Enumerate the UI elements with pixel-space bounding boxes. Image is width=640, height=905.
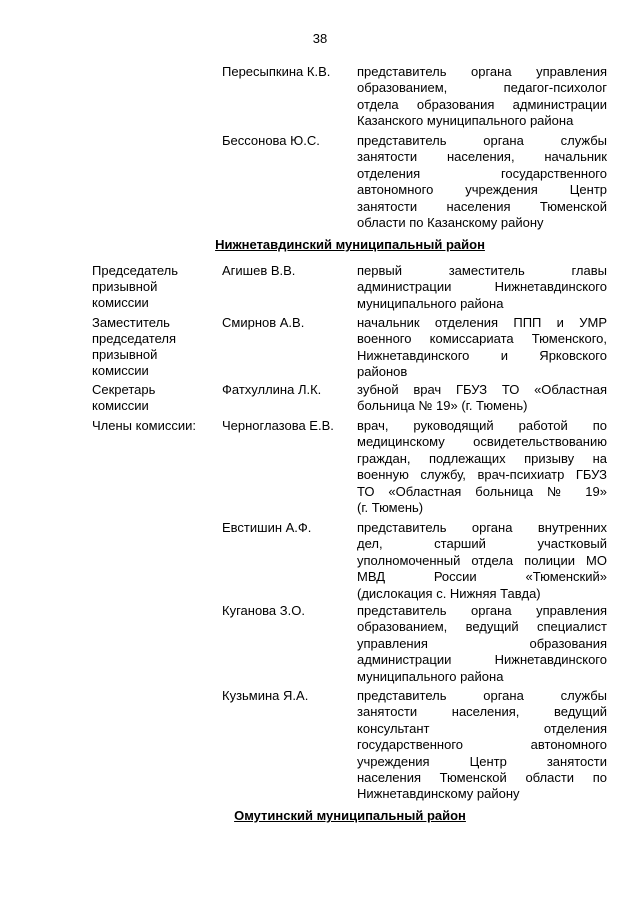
description-line: администрации Нижнетавдинского: [357, 652, 607, 668]
role-line: Председатель: [92, 263, 179, 278]
role-line: комиссии: [92, 398, 149, 413]
position-description: [357, 382, 607, 415]
description-line: дел, старший участковый: [357, 536, 607, 552]
person-name: Кузьмина Я.А.: [222, 688, 309, 703]
description-line: отделения государственного: [357, 165, 607, 181]
description-line: врач, руководящий работой по: [357, 418, 607, 433]
description-line: представитель органа внутренних: [357, 520, 607, 535]
description-line: районов: [357, 364, 408, 380]
description-line: муниципального района: [357, 295, 504, 311]
description-line: населения Тюменской области по: [357, 770, 607, 786]
description-line: граждан, подлежащих призыву на: [357, 450, 607, 466]
description-line: занятости населения, ведущий: [357, 704, 607, 720]
position-description: [357, 418, 607, 516]
description-line: уполномоченный отдела полиции МО: [357, 552, 607, 568]
description-line: образованием, ведущий специалист: [357, 619, 607, 635]
role-line: комиссии: [92, 295, 149, 310]
description-line: зубной врач ГБУЗ ТО «Областная: [357, 382, 607, 397]
description-line: занятости населения Тюменской: [357, 198, 607, 214]
person-name: Куганова З.О.: [222, 603, 305, 618]
description-line: государственного автономного: [357, 737, 607, 753]
description-line: представитель органа управления: [357, 64, 607, 79]
description-line: управления образования: [357, 635, 607, 651]
person-name: Бессонова Ю.С.: [222, 133, 320, 148]
description-line: представитель органа управления: [357, 603, 607, 618]
description-line: представитель органа службы: [357, 688, 607, 703]
description-line: учреждения Центр занятости: [357, 753, 607, 769]
position-description: [357, 263, 607, 312]
description-line: администрации Нижнетавдинского: [357, 279, 607, 295]
role-line: комиссии: [92, 363, 149, 378]
description-line: (дислокация с. Нижняя Тавда): [357, 585, 541, 601]
commission-role: [92, 382, 218, 414]
position-description: [357, 133, 607, 231]
position-description: [357, 64, 607, 130]
description-line: автономного учреждения Центр: [357, 182, 607, 198]
person-name: Черноглазова Е.В.: [222, 418, 334, 433]
position-description: [357, 603, 607, 685]
person-name: Евстишин А.Ф.: [222, 520, 312, 535]
description-line: военного комиссариата Тюменского,: [357, 331, 607, 347]
position-description: [357, 688, 607, 803]
description-line: военную службу, врач-психиатр ГБУЗ: [357, 467, 607, 483]
description-line: (г. Тюмень): [357, 500, 424, 516]
description-line: Нижнетавдинского и Ярковского: [357, 347, 607, 363]
commission-role: [92, 263, 218, 311]
person-name: Фатхуллина Л.К.: [222, 382, 322, 397]
description-line: МВД России «Тюменский»: [357, 569, 607, 585]
role-line: призывной: [92, 347, 158, 362]
description-line: занятости населения, начальник: [357, 149, 607, 165]
role-line: Заместитель: [92, 315, 170, 330]
person-name: Пересыпкина К.В.: [222, 64, 331, 79]
description-line: муниципального района: [357, 668, 504, 684]
role-line: Члены комиссии:: [92, 418, 197, 433]
position-description: [357, 315, 607, 381]
description-line: консультант отделения: [357, 720, 607, 736]
section-title: Омутинский муниципальный район: [234, 808, 466, 823]
person-name: Агишев В.В.: [222, 263, 296, 278]
description-line: отдела образования администрации: [357, 96, 607, 112]
description-line: ТО «Областная больница № 19»: [357, 483, 607, 499]
description-line: первый заместитель главы: [357, 263, 607, 278]
description-line: представитель органа службы: [357, 133, 607, 148]
role-line: председателя: [92, 331, 177, 346]
description-line: Казанского муниципального района: [357, 113, 574, 129]
commission-role: [92, 315, 218, 379]
description-line: медицинскому освидетельствованию: [357, 434, 607, 450]
page-number: 38: [312, 31, 328, 46]
description-line: больница № 19» (г. Тюмень): [357, 398, 528, 414]
person-name: Смирнов А.В.: [222, 315, 305, 330]
description-line: образованием, педагог-психолог: [357, 80, 607, 96]
role-line: призывной: [92, 279, 158, 294]
commission-role: [92, 418, 218, 434]
section-title: Нижнетавдинский муниципальный район: [215, 237, 485, 252]
position-description: [357, 520, 607, 602]
description-line: области по Казанскому району: [357, 215, 544, 231]
role-line: Секретарь: [92, 382, 156, 397]
description-line: начальник отделения ППП и УМР: [357, 315, 607, 330]
description-line: Нижнетавдинскому району: [357, 786, 520, 802]
